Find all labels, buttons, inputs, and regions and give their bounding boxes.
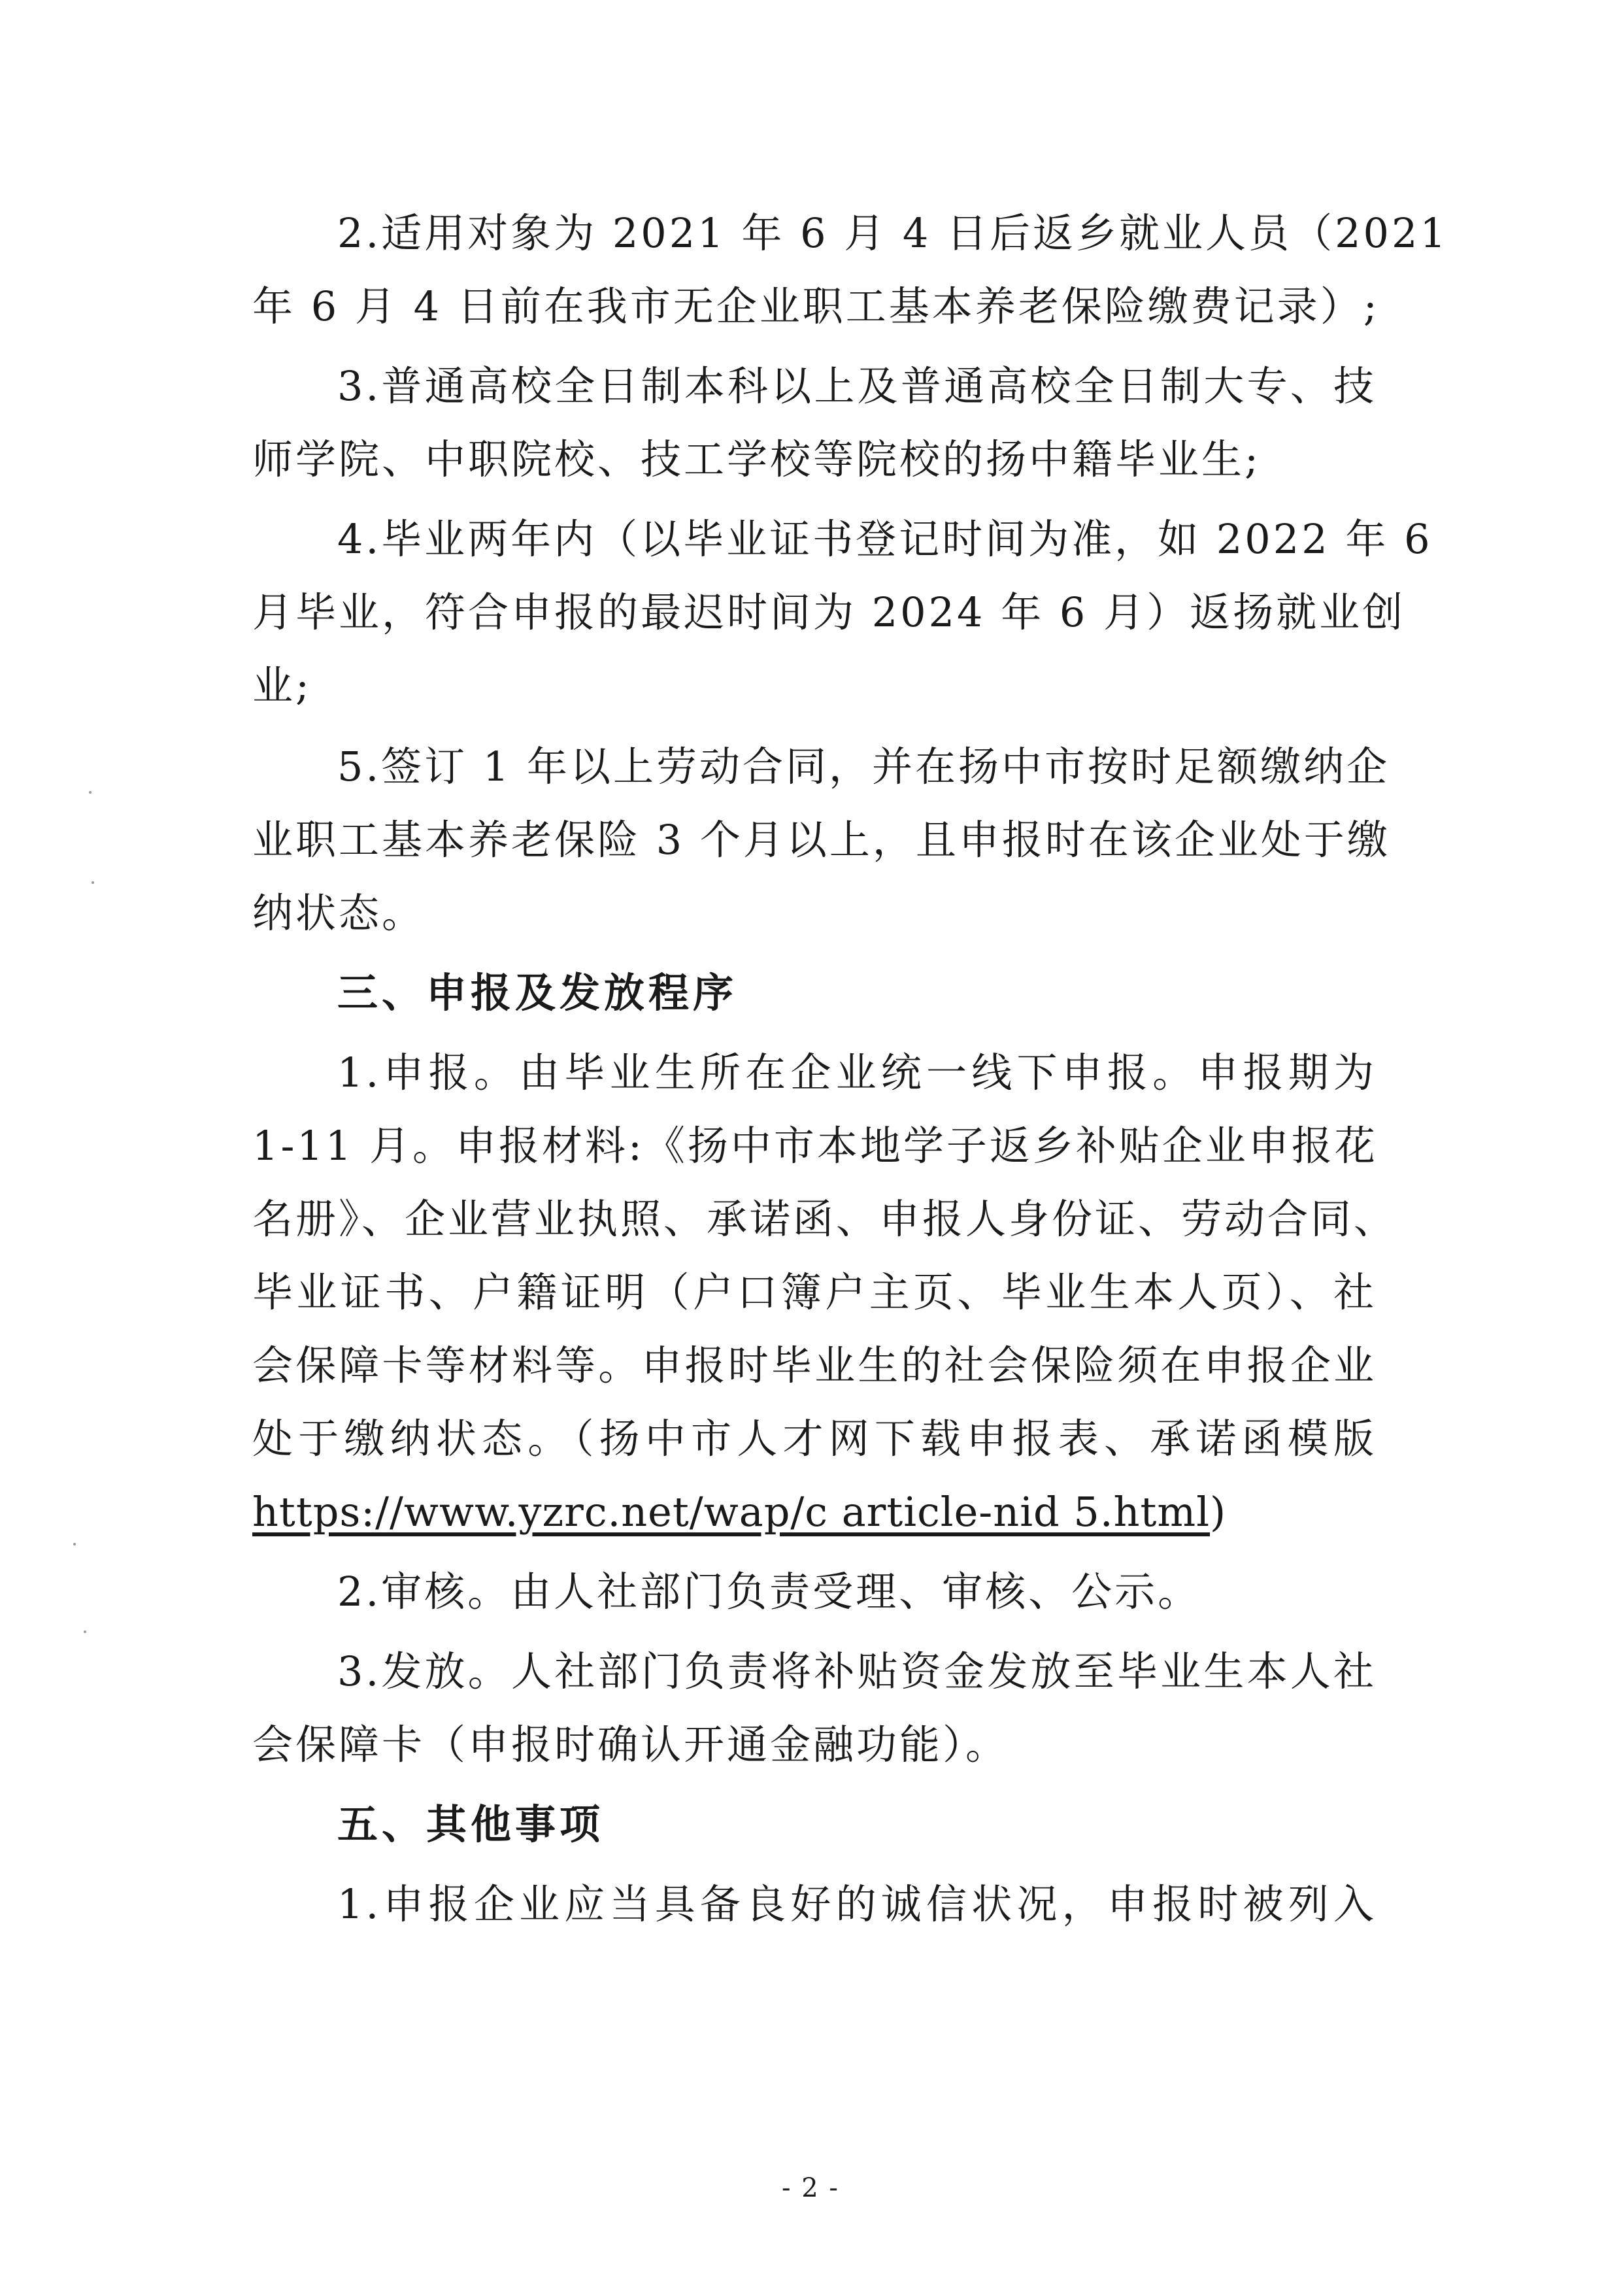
text-line: 纳状态。 — [252, 889, 426, 937]
url-line — [252, 1483, 1377, 1542]
scan-speck — [84, 1630, 86, 1633]
text-line: 3.普通高校全日制本科以上及普通高校全日制大专、技 — [337, 362, 1377, 410]
section-heading: 三、申报及发放程序 — [337, 969, 738, 1017]
text-line: 毕业证书、户籍证明（户口簿户主页、毕业生本人页）、社 — [252, 1268, 1377, 1316]
scan-speck — [73, 1543, 76, 1545]
text-line: 名册》、企业营业执照、承诺函、申报人身份证、劳动合同、 — [252, 1195, 1397, 1243]
scan-speck — [89, 791, 92, 794]
text-line: 业; — [252, 662, 312, 709]
closing-paren: ) — [1210, 1488, 1227, 1536]
text-line: 1.申报。由毕业生所在企业统一线下申报。申报期为 — [337, 1049, 1377, 1096]
section-heading: 五、其他事项 — [337, 1800, 605, 1848]
text-line: 4.毕业两年内（以毕业证书登记时间为准，如 2022 年 6 — [337, 515, 1433, 563]
scan-speck — [92, 881, 94, 884]
text-line: 月毕业，符合申报的最迟时间为 2024 年 6 月）返扬就业创 — [252, 588, 1406, 636]
text-line: 5.签订 1 年以上劳动合同，并在扬中市按时足额缴纳企 — [337, 743, 1390, 790]
text-line: 2.审核。由人社部门负责受理、审核、公示。 — [337, 1568, 1201, 1615]
text-line: 1.申报企业应当具备良好的诚信状况，申报时被列入 — [337, 1880, 1377, 1928]
text-line: 3.发放。人社部门负责将补贴资金发放至毕业生本人社 — [337, 1647, 1377, 1695]
page-number: - 2 - — [782, 2173, 839, 2203]
text-line: 会保障卡等材料等。申报时毕业生的社会保险须在申报企业 — [252, 1342, 1377, 1389]
text-line: 处于缴纳状态。（扬中市人才网下载申报表、承诺函模版 — [252, 1415, 1377, 1462]
text-line: 会保障卡（申报时确认开通金融功能）。 — [252, 1721, 1009, 1768]
template-download-link[interactable]: https://www.yzrc.net/wap/c article-nid 5.html — [252, 1488, 1211, 1536]
text-line: 年 6 月 4 日前在我市无企业职工基本养老保险缴费记录）; — [252, 282, 1380, 330]
text-line: 1-11 月。申报材料:《扬中市本地学子返乡补贴企业申报花 — [252, 1122, 1378, 1170]
text-line: 业职工基本养老保险 3 个月以上，且申报时在该企业处于缴 — [252, 816, 1390, 864]
text-line: 师学院、中职院校、技工学校等院校的扬中籍毕业生; — [252, 435, 1261, 483]
text-line: 2.适用对象为 2021 年 6 月 4 日后返乡就业人员（2021 — [337, 209, 1448, 257]
